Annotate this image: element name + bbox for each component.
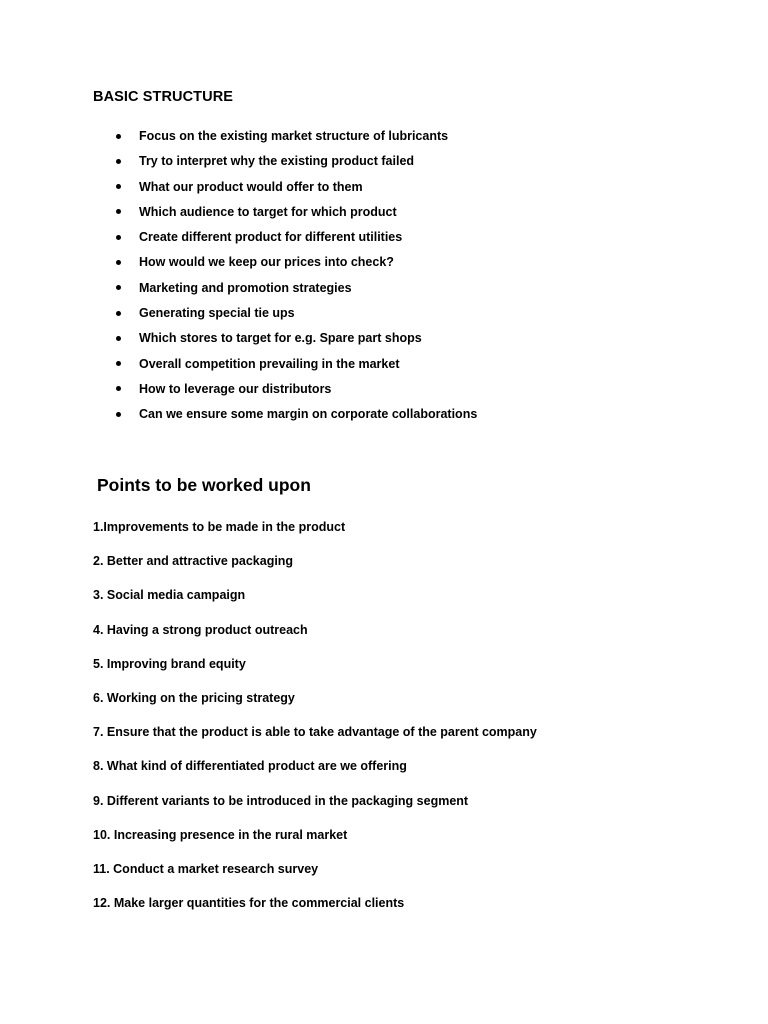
points-list <box>93 517 537 927</box>
numbered-item: 8. What kind of differentiated product are we offering <box>93 759 407 774</box>
numbered-item: 12. Make larger quantities for the commercial clients <box>93 896 405 911</box>
list-item-text: Create different product for different utilities <box>139 230 403 245</box>
numbered-item: 7. Ensure that the product is able to take advantage of the parent company <box>93 725 537 740</box>
bullet-icon <box>116 412 121 417</box>
list-item-text: Which stores to target for e.g. Spare part shops <box>139 331 422 346</box>
list-item-text: Which audience to target for which product <box>139 204 397 219</box>
bullet-icon <box>116 159 121 164</box>
bullet-icon <box>116 235 121 240</box>
numbered-item: 1.Improvements to be made in the product <box>93 520 346 534</box>
list-item-text: How would we keep our prices into check? <box>139 255 394 270</box>
points-heading: Points to be worked upon <box>97 475 311 495</box>
bullet-icon <box>116 311 121 316</box>
list-item-text: Marketing and promotion strategies <box>139 280 352 295</box>
bullet-icon <box>116 209 121 214</box>
list-item-text: Focus on the existing market structure of lubricants <box>139 129 449 143</box>
list-item-text: How to leverage our distributors <box>139 381 332 396</box>
numbered-item: 10. Increasing presence in the rural market <box>93 827 348 842</box>
bullet-icon <box>116 285 121 290</box>
numbered-item: 4. Having a strong product outreach <box>93 622 308 637</box>
list-item-text: What our product would offer to them <box>139 179 363 194</box>
numbered-item: 3. Social media campaign <box>93 588 246 603</box>
bullet-icon <box>116 260 121 265</box>
list-item-text: Try to interpret why the existing product failed <box>139 154 415 169</box>
bullet-icon <box>116 361 121 366</box>
numbered-item: 9. Different variants to be introduced in the packaging segment <box>93 793 469 808</box>
bullet-icon <box>116 134 121 139</box>
bullet-icon <box>116 336 121 341</box>
list-item-text: Overall competition prevailing in the market <box>139 356 400 371</box>
basic-structure-heading: BASIC STRUCTURE <box>93 89 234 105</box>
numbered-item: 2. Better and attractive packaging <box>93 554 294 569</box>
numbered-item: 6. Working on the pricing strategy <box>93 690 295 705</box>
bullet-icon <box>116 184 121 189</box>
bullet-icon <box>116 386 121 391</box>
list-item-text: Can we ensure some margin on corporate collaborations <box>139 407 478 422</box>
numbered-item: 5. Improving brand equity <box>93 656 246 671</box>
numbered-item: 11. Conduct a market research survey <box>93 861 319 876</box>
list-item-text: Generating special tie ups <box>139 306 295 321</box>
